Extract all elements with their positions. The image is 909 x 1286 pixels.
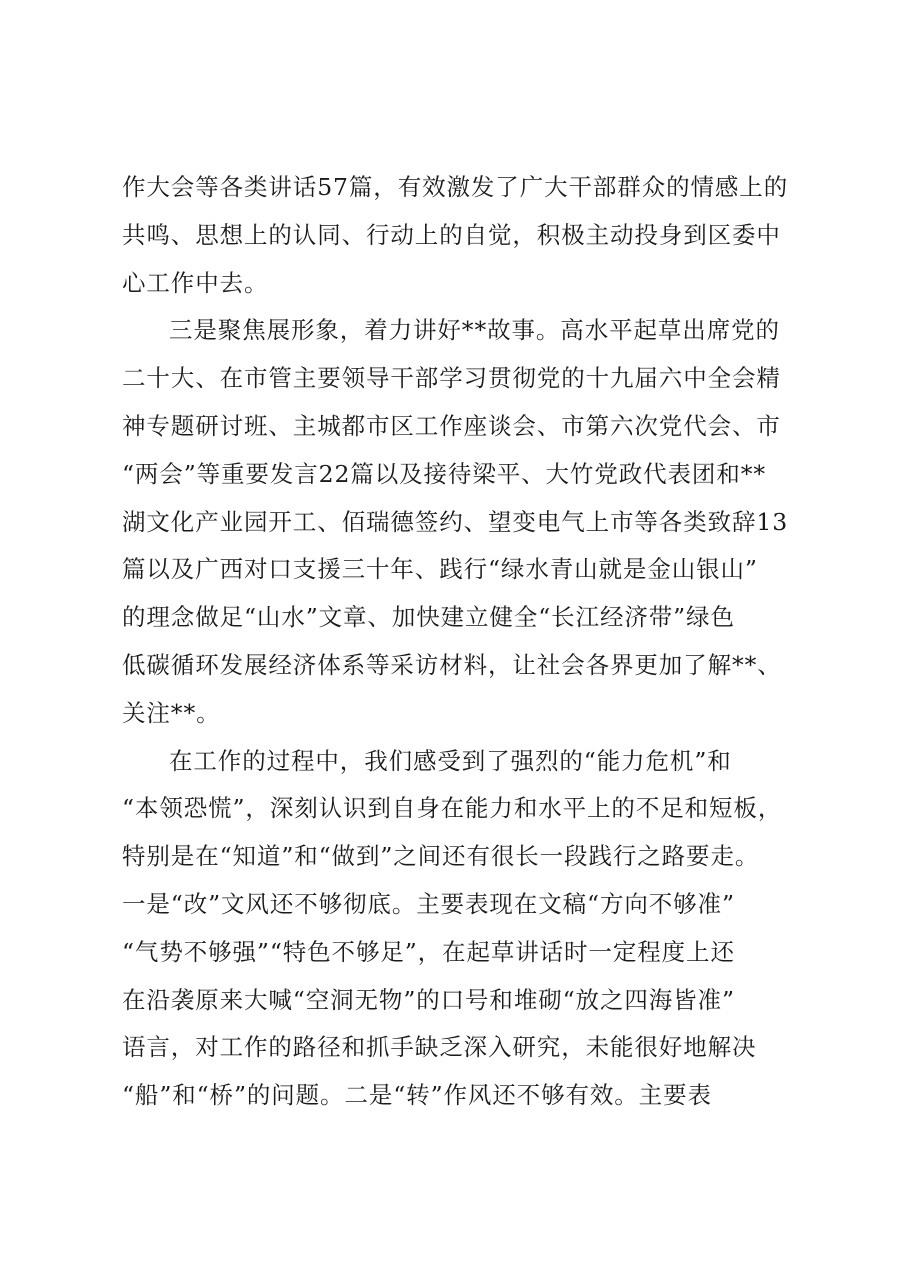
text-line: “船”和“桥”的问题。二是“转”作风还不够有效。主要表 xyxy=(122,1081,712,1110)
text-line: 心工作中去。 xyxy=(122,268,269,297)
text-line: 一是“改”文风还不够彻底。主要表现在文稿“方向不够准” xyxy=(122,889,735,918)
text-line: 低碳循环发展经济体系等采访材料，让社会各界更加了解**、 xyxy=(122,650,782,679)
text-line: 神专题研讨班、主城都市区工作座谈会、市第六次党代会、市 xyxy=(122,411,781,440)
text-line: “气势不够强”“特色不够足”，在起草讲话时一定程度上还 xyxy=(122,937,735,966)
body-text xyxy=(122,164,802,1120)
text-line: 关注**。 xyxy=(122,698,221,727)
text-line: 共鸣、思想上的认同、行动上的自觉，积极主动投身到区委中 xyxy=(122,220,781,249)
text-line: 特别是在“知道”和“做到”之间还有很长一段践行之路要走。 xyxy=(122,842,760,871)
text-line: 二十大、在市管主要领导干部学习贯彻党的十九届六中全会精 xyxy=(122,364,781,393)
paragraph-start-line: 在工作的过程中，我们感受到了强烈的“能力危机”和 xyxy=(169,746,732,775)
text-line: 湖文化产业园开工、佰瑞德签约、望变电气上市等各类致辞13 xyxy=(122,507,789,536)
text-line: “本领恐慌”，深刻认识到自身在能力和水平上的不足和短板， xyxy=(122,794,783,823)
text-line: 的理念做足“山水”文章、加快建立健全“长江经济带”绿色 xyxy=(122,603,735,632)
text-line: 篇以及广西对口支援三十年、践行“绿水青山就是金山银山” xyxy=(122,555,758,584)
text-line: “两会”等重要发言22篇以及接待梁平、大竹党政代表团和** xyxy=(122,459,767,488)
text-line: 作大会等各类讲话57篇，有效激发了广大干部群众的情感上的 xyxy=(122,173,789,201)
text-line: 在沿袭原来大喊“空洞无物”的口号和堆砌“放之四海皆准” xyxy=(122,985,735,1014)
text-line: 语言，对工作的路径和抓手缺乏深入研究，未能很好地解决 xyxy=(122,1033,757,1062)
paragraph-start-line: 三是聚焦展形象，着力讲好**故事。高水平起草出席党的 xyxy=(169,316,780,345)
